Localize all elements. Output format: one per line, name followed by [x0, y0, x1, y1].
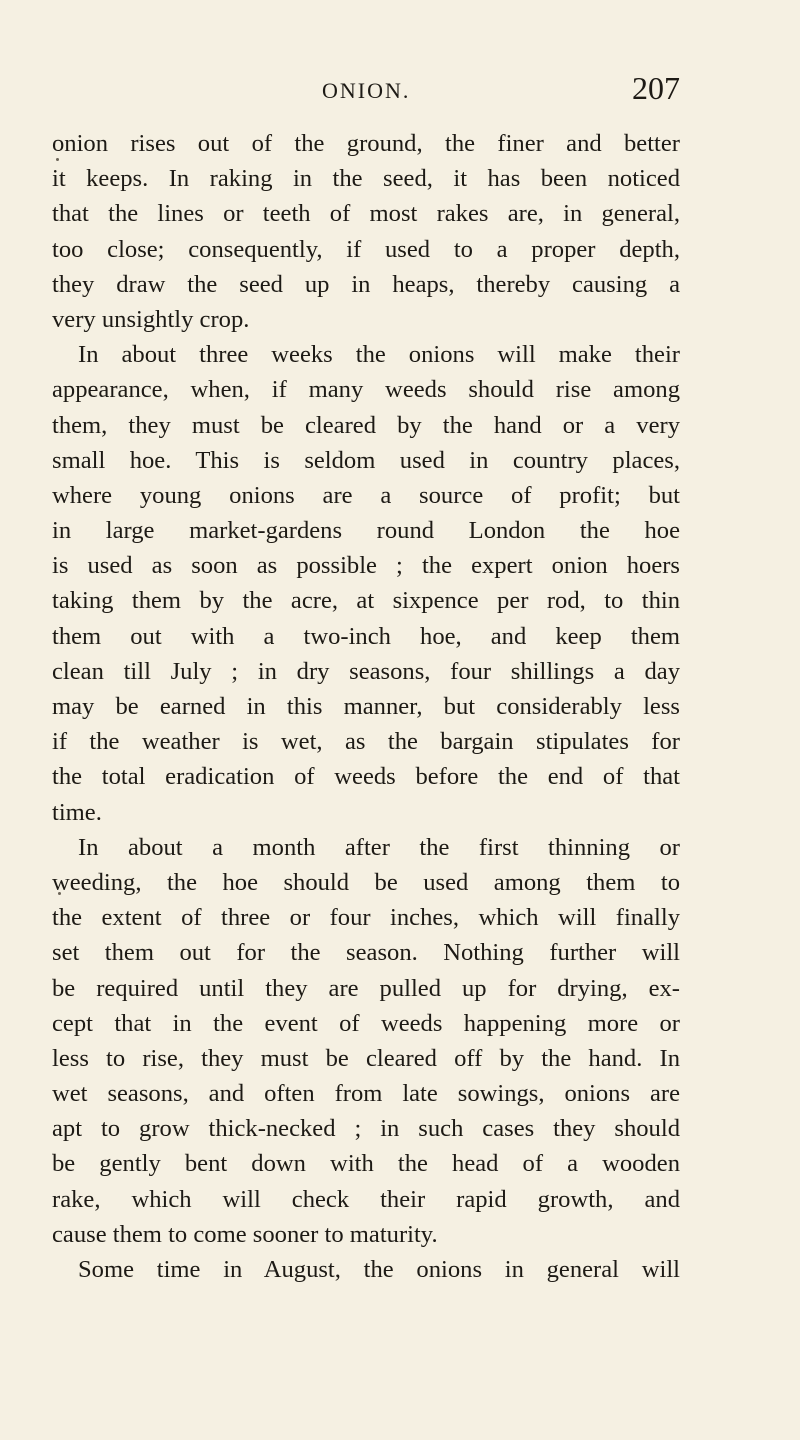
text-line: that the lines or teeth of most rakes are, in general,: [52, 200, 680, 228]
text-line: it keeps. In raking in the seed, it has been noticed: [52, 165, 680, 193]
text-line: too close; consequently, if used to a proper depth,: [52, 235, 680, 263]
text-line: them, they must be cleared by the hand or a very: [52, 411, 680, 439]
text-line: may be earned in this manner, but considerably less: [52, 693, 680, 720]
text-line: onion rises out of the ground, the finer and better: [52, 130, 680, 157]
page-number: 207: [632, 70, 680, 106]
text-line: taking them by the acre, at sixpence per rod, to thin: [52, 587, 680, 615]
text-line: Some time in August, the onions in general will: [78, 1256, 680, 1283]
text-line: rake, which will check their rapid growth, and: [52, 1185, 680, 1213]
running-head: ONION.: [322, 78, 411, 103]
body-text: [52, 126, 680, 1287]
text-line: is used as soon as possible ; the expert onion hoers: [52, 552, 680, 580]
text-line: In about a month after the first thinning or: [78, 833, 680, 861]
text-line: weeding, the hoe should be used among them to: [52, 868, 680, 896]
text-line: cept that in the event of weeds happening more or: [52, 1009, 680, 1037]
text-line: the total eradication of weeds before the end of that: [52, 763, 680, 791]
text-line: clean till July ; in dry seasons, four shillings a day: [52, 657, 680, 685]
text-line: in large market-gardens round London the hoe: [52, 517, 680, 545]
text-line: time.: [52, 798, 102, 826]
text-line: very unsightly crop.: [52, 305, 250, 333]
text-line: less to rise, they must be cleared off by the hand. In: [52, 1044, 680, 1072]
text-line: set them out for the season. Nothing further will: [52, 939, 680, 967]
page-header: [52, 70, 680, 110]
text-line: the extent of three or four inches, which will finally: [52, 904, 680, 932]
text-line: be gently bent down with the head of a wooden: [52, 1150, 680, 1178]
text-line: appearance, when, if many weeds should rise among: [52, 376, 680, 404]
text-line: where young onions are a source of profit; but: [52, 481, 680, 509]
text-line: apt to grow thick-necked ; in such cases they should: [52, 1115, 680, 1143]
text-line: be required until they are pulled up for drying, ex-: [52, 974, 680, 1002]
text-line: they draw the seed up in heaps, thereby causing a: [52, 270, 680, 298]
text-line: cause them to come sooner to maturity.: [52, 1220, 438, 1248]
text-line: In about three weeks the onions will make their: [78, 341, 680, 369]
text-line: wet seasons, and often from late sowings, onions are: [52, 1080, 680, 1108]
text-line: them out with a two-inch hoe, and keep them: [52, 622, 680, 650]
text-line: small hoe. This is seldom used in country places,: [52, 446, 680, 474]
text-line: if the weather is wet, as the bargain stipulates for: [52, 728, 680, 756]
